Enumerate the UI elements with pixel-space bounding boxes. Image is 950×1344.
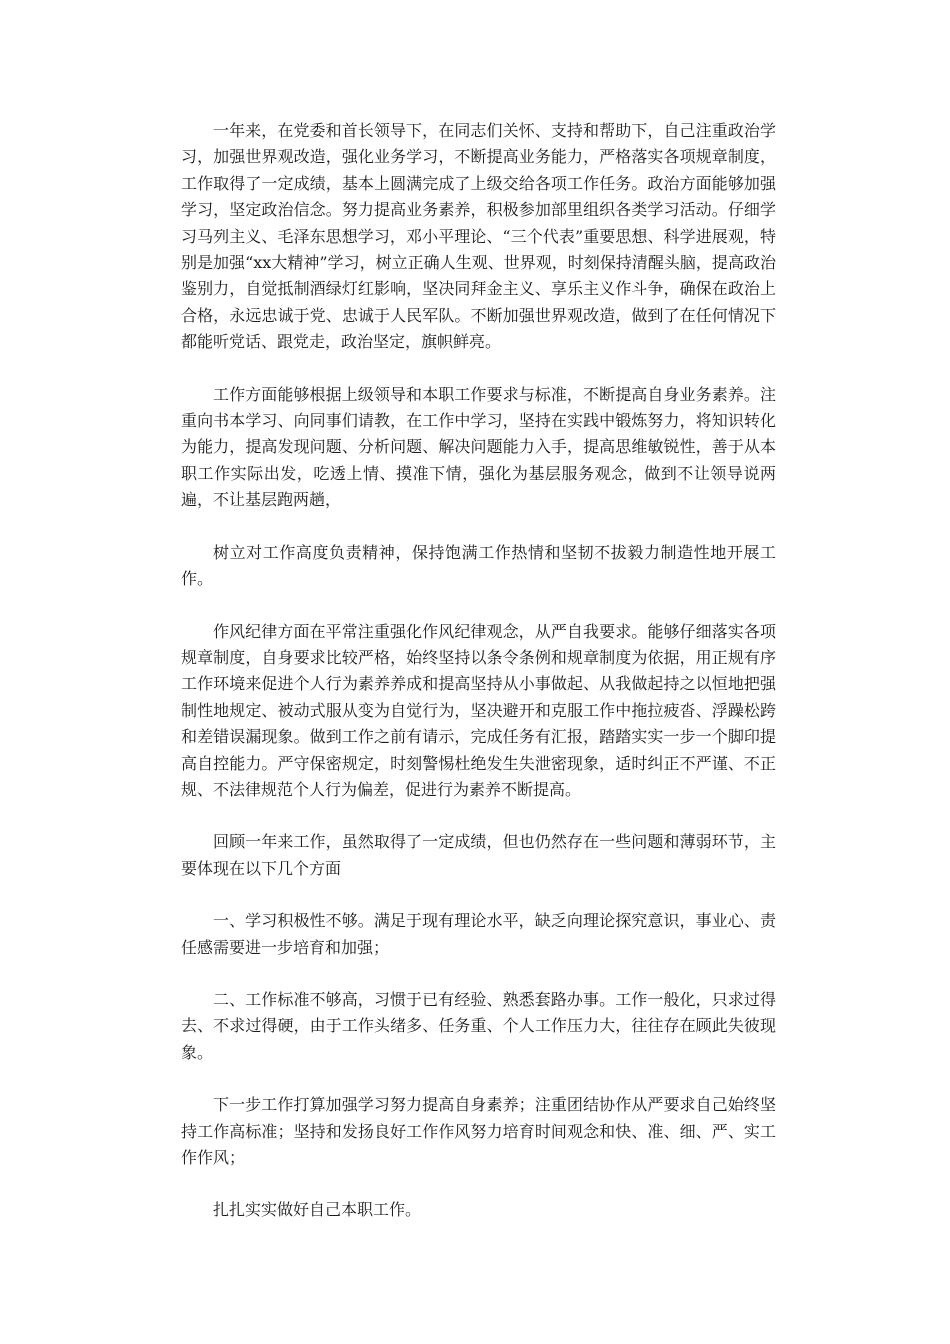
paragraph-discipline: 作风纪律方面在平常注重强化作风纪律观念，从严自我要求。能够仔细落实各项规章制度，自身要求比较严格，始终坚持以条令条例和规章制度为依据，用正规有序工作环境来促进个人行为素养养成和提高坚持从小事做起、从我做起持之以恒地把强制性地规定、被动式服从变为自觉行为，坚决避开和克服工作中拖拉疲沓、浮躁松跨和差错误漏现象。做到工作之前有请示，完成任务有汇报，踏踏实实一步一个脚印提高自控能力。严守保密规定，时刻警惕杜绝发生失泄密现象，适时纠正不严谨、不正规、不法律规范个人行为偏差，促进行为素养不断提高。	[181, 621, 776, 799]
paragraph-review: 回顾一年来工作，虽然取得了一定成绩，但也仍然存在一些问题和薄弱环节，主要体现在以下几个方面	[181, 832, 776, 878]
paragraph-work-attitude: 树立对工作高度负责精神，保持饱满工作热情和坚韧不拔毅力制造性地开展工作。	[181, 542, 776, 589]
paragraph-problem-one: 一、学习积极性不够。满足于现有理论水平，缺乏向理论探究意识，事业心、责任感需要进一步培育和加强；	[181, 911, 776, 957]
paragraph-political-study: 一年来，在党委和首长领导下，在同志们关怀、支持和帮助下，自己注重政治学习，加强世界观改造，强化业务学习，不断提高业务能力，严格落实各项规章制度，工作取得了一定成绩，基本上圆满完成了上级交给各项工作任务。政治方面能够加强学习，坚定政治信念。努力提高业务素养，积极参加部里组织各类学习活动。仔细学习马列主义、毛泽东思想学习，邓小平理论、“三个代表”重要思想、科学进展观，特别是加强“xx大精神”学习，树立正确人生观、世界观，时刻保持清醒头脑，提高政治鉴别力，自觉抵制酒绿灯红影响，坚决同拜金主义、享乐主义作斗争，确保在政治上合格，永远忠诚于党、忠诚于人民军队。不断加强世界观改造，做到了在任何情况下都能听党话、跟党走，政治坚定，旗帜鲜亮。	[181, 121, 776, 352]
paragraph-next-steps: 下一步工作打算加强学习努力提高自身素养；注重团结协作从严要求自己始终坚持工作高标准；坚持和发扬良好工作作风努力培育时间观念和快、准、细、严、实工作作风；	[181, 1095, 776, 1167]
paragraph-work-skills: 工作方面能够根据上级领导和本职工作要求与标准，不断提高自身业务素养。注重向书本学习、向同事们请教，在工作中学习，坚持在实践中锻炼努力，将知识转化为能力，提高发现问题、分析问题、解决问题能力入手，提高思维敏锐性，善于从本职工作实际出发，吃透上情、摸准下情，强化为基层服务观念，做到不让领导说两遍，不让基层跑两趟，	[181, 384, 776, 510]
paragraph-closing: 扎扎实实做好自己本职工作。	[213, 1200, 422, 1220]
paragraph-problem-two: 二、工作标准不够高，习惯于已有经验、熟悉套路办事。工作一般化，只求过得去、不求过得硬，由于工作头绪多、任务重、个人工作压力大，往往存在顾此失彼现象。	[181, 989, 776, 1062]
document-body	[181, 118, 776, 1250]
